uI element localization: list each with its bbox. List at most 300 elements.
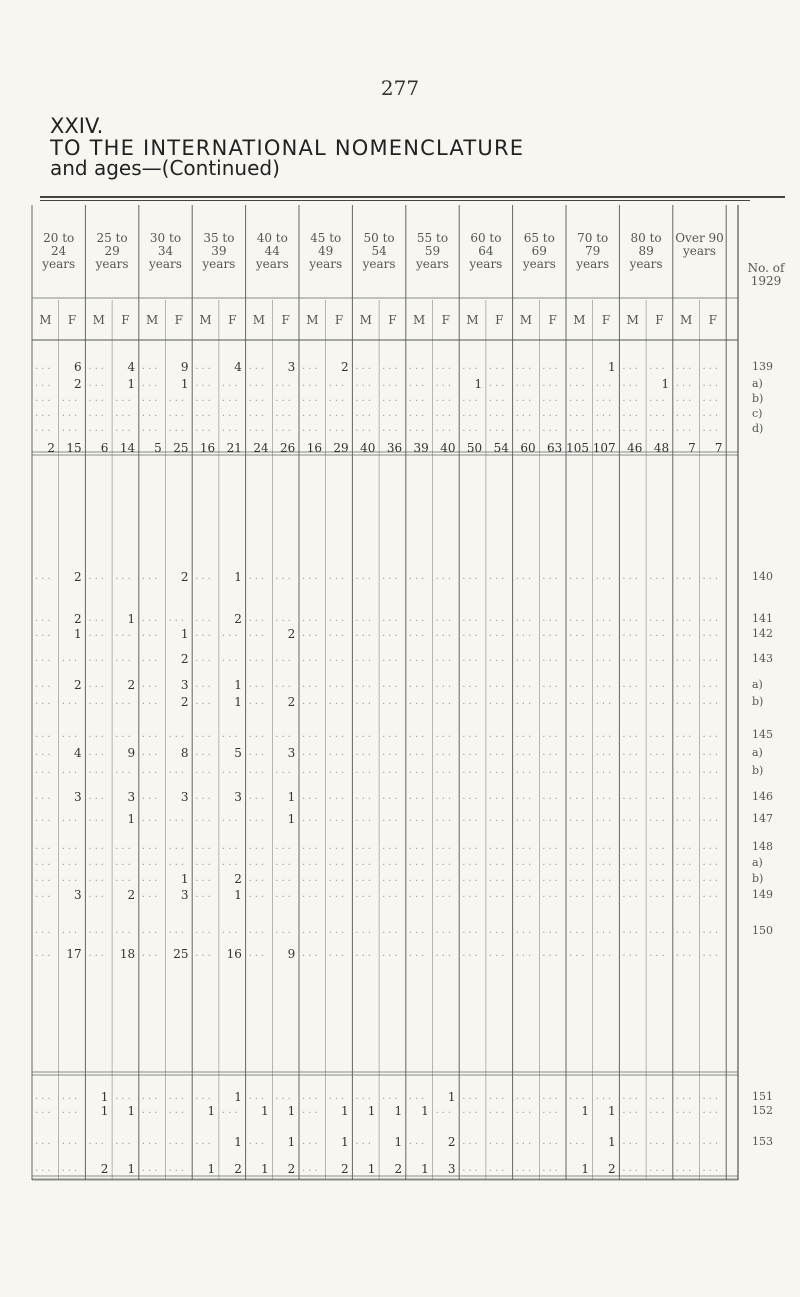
leader-dots: ...	[88, 408, 107, 419]
leader-dots: ...	[35, 696, 54, 707]
leader-dots: ...	[355, 791, 374, 802]
leader-dots: ...	[649, 1091, 668, 1102]
leader-dots: ...	[382, 813, 401, 824]
leader-dots: ...	[302, 791, 321, 802]
leader-dots: ...	[435, 696, 455, 707]
leader-dots: ...	[675, 873, 695, 884]
row-label: a)	[752, 856, 763, 869]
leader-dots: ...	[115, 653, 134, 664]
leader-dots: ...	[302, 1136, 321, 1147]
leader-dots: ...	[462, 813, 481, 824]
leader-dots: ...	[595, 889, 615, 900]
leader-dots: ...	[302, 408, 321, 419]
leader-dots: ...	[168, 813, 188, 824]
leader-dots: ...	[328, 889, 348, 900]
leader-dots: ...	[221, 813, 241, 824]
leader-dots: ...	[248, 423, 268, 434]
leader-dots: ...	[569, 873, 588, 884]
leader-dots: ...	[595, 747, 615, 758]
leader-dots: ...	[88, 813, 107, 824]
table-cell: 3	[127, 790, 136, 804]
leader-dots: ...	[355, 813, 374, 824]
table-cell: 1	[421, 1104, 429, 1118]
leader-dots: ...	[88, 841, 107, 852]
leader-dots: ...	[35, 1105, 54, 1116]
leader-dots: ...	[88, 653, 107, 664]
leader-dots: ...	[328, 423, 348, 434]
leader-dots: ...	[542, 873, 561, 884]
leader-dots: ...	[355, 696, 374, 707]
leader-dots: ...	[355, 925, 374, 936]
leader-dots: ...	[595, 791, 615, 802]
leader-dots: ...	[462, 791, 481, 802]
leader-dots: ...	[328, 948, 348, 959]
leader-dots: ...	[675, 628, 695, 639]
leader-dots: ...	[675, 408, 695, 419]
leader-dots: ...	[675, 378, 695, 389]
table-cell: 107	[592, 441, 616, 455]
table-cell: 1	[234, 678, 242, 692]
leader-dots: ...	[542, 1163, 561, 1174]
leader-dots: ...	[355, 393, 374, 404]
leader-dots: ...	[275, 408, 294, 419]
leader-dots: ...	[462, 747, 481, 758]
leader-dots: ...	[302, 653, 321, 664]
leader-dots: ...	[275, 679, 294, 690]
leader-dots: ...	[462, 765, 481, 776]
leader-dots: ...	[195, 423, 214, 434]
table-cell: 1	[581, 1162, 589, 1176]
leader-dots: ...	[542, 378, 561, 389]
table-cell: 2	[180, 652, 189, 666]
sex-header: F	[708, 313, 717, 327]
leader-dots: ...	[141, 408, 161, 419]
leader-dots: ...	[595, 613, 615, 624]
table-cell: 2	[608, 1162, 616, 1176]
leader-dots: ...	[488, 813, 508, 824]
leader-dots: ...	[275, 765, 294, 776]
leader-dots: ...	[435, 361, 455, 372]
leader-dots: ...	[569, 791, 588, 802]
leader-dots: ...	[649, 653, 668, 664]
leader-dots: ...	[649, 1105, 668, 1116]
leader-dots: ...	[542, 765, 561, 776]
table-cell: 1	[180, 377, 189, 391]
leader-dots: ...	[355, 653, 374, 664]
leader-dots: ...	[675, 791, 695, 802]
leader-dots: ...	[141, 841, 161, 852]
leader-dots: ...	[408, 857, 428, 868]
leader-dots: ...	[649, 948, 668, 959]
leader-dots: ...	[382, 747, 401, 758]
row-label: 140	[752, 570, 773, 583]
leader-dots: ...	[35, 613, 54, 624]
leader-dots: ...	[515, 571, 535, 582]
leader-dots: ...	[515, 361, 535, 372]
table-cell: 1	[421, 1162, 429, 1176]
table-cell: 1	[207, 1162, 216, 1176]
leader-dots: ...	[595, 571, 615, 582]
leader-dots: ...	[88, 378, 107, 389]
leader-dots: ...	[622, 948, 641, 959]
leader-dots: ...	[221, 378, 241, 389]
leader-dots: ...	[328, 925, 348, 936]
leader-dots: ...	[141, 873, 161, 884]
leader-dots: ...	[435, 948, 455, 959]
leader-dots: ...	[221, 765, 241, 776]
leader-dots: ...	[515, 791, 535, 802]
leader-dots: ...	[275, 873, 294, 884]
leader-dots: ...	[622, 841, 641, 852]
table-cell: 1	[608, 360, 616, 374]
leader-dots: ...	[275, 571, 294, 582]
leader-dots: ...	[141, 696, 161, 707]
table-cell: 2	[234, 1162, 242, 1176]
row-label: 142	[752, 627, 773, 640]
sex-header: F	[655, 313, 664, 327]
leader-dots: ...	[115, 873, 134, 884]
leader-dots: ...	[302, 1091, 321, 1102]
leader-dots: ...	[35, 813, 54, 824]
leader-dots: ...	[275, 889, 294, 900]
leader-dots: ...	[435, 679, 455, 690]
row-label: a)	[752, 377, 763, 390]
leader-dots: ...	[435, 653, 455, 664]
leader-dots: ...	[328, 679, 348, 690]
leader-dots: ...	[302, 571, 321, 582]
leader-dots: ...	[382, 889, 401, 900]
age-group-header: 35 to 39 years	[202, 231, 236, 271]
leader-dots: ...	[195, 747, 214, 758]
leader-dots: ...	[622, 628, 641, 639]
leader-dots: ...	[195, 1091, 214, 1102]
leader-dots: ...	[35, 408, 54, 419]
leader-dots: ...	[462, 423, 481, 434]
leader-dots: ...	[328, 857, 348, 868]
page-number: 277	[380, 76, 420, 100]
leader-dots: ...	[168, 841, 188, 852]
leader-dots: ...	[195, 791, 214, 802]
leader-dots: ...	[382, 408, 401, 419]
leader-dots: ...	[168, 1136, 188, 1147]
table-cell: 1	[100, 1090, 109, 1104]
leader-dots: ...	[382, 423, 401, 434]
table-cell: 60	[520, 441, 536, 455]
table-cell: 24	[253, 441, 269, 455]
leader-dots: ...	[649, 571, 668, 582]
leader-dots: ...	[515, 813, 535, 824]
leader-dots: ...	[195, 873, 214, 884]
leader-dots: ...	[88, 857, 107, 868]
leader-dots: ...	[382, 571, 401, 582]
sex-header: M	[466, 313, 479, 327]
leader-dots: ...	[462, 1105, 481, 1116]
leader-dots: ...	[141, 613, 161, 624]
table-cell: 7	[714, 441, 723, 455]
sex-header: M	[519, 313, 533, 327]
leader-dots: ...	[542, 889, 561, 900]
leader-dots: ...	[622, 1105, 641, 1116]
leader-dots: ...	[275, 1091, 294, 1102]
leader-dots: ...	[622, 679, 641, 690]
leader-dots: ...	[115, 571, 134, 582]
leader-dots: ...	[382, 696, 401, 707]
table-cell: 2	[180, 695, 189, 709]
leader-dots: ...	[35, 1163, 54, 1174]
leader-dots: ...	[61, 1163, 81, 1174]
table-cell: 16	[226, 947, 242, 961]
leader-dots: ...	[115, 408, 134, 419]
leader-dots: ...	[302, 679, 321, 690]
leader-dots: ...	[195, 948, 214, 959]
leader-dots: ...	[462, 1091, 481, 1102]
leader-dots: ...	[649, 857, 668, 868]
leader-dots: ...	[195, 925, 214, 936]
leader-dots: ...	[35, 747, 54, 758]
table-cell: 18	[119, 947, 136, 961]
leader-dots: ...	[382, 841, 401, 852]
leader-dots: ...	[115, 765, 134, 776]
leader-dots: ...	[622, 925, 641, 936]
leader-dots: ...	[408, 765, 428, 776]
leader-dots: ...	[595, 408, 615, 419]
leader-dots: ...	[382, 393, 401, 404]
leader-dots: ...	[515, 873, 535, 884]
leader-dots: ...	[542, 1091, 561, 1102]
leader-dots: ...	[302, 696, 321, 707]
table-cell: 1	[234, 1135, 242, 1149]
leader-dots: ...	[488, 571, 508, 582]
table-cell: 1	[661, 377, 670, 391]
leader-dots: ...	[168, 423, 188, 434]
leader-dots: ...	[382, 653, 401, 664]
leader-dots: ...	[35, 889, 54, 900]
leader-dots: ...	[622, 889, 641, 900]
leader-dots: ...	[168, 857, 188, 868]
sex-header: F	[495, 313, 504, 327]
table-cell: 1	[447, 1090, 456, 1104]
leader-dots: ...	[542, 423, 561, 434]
leader-dots: ...	[61, 393, 81, 404]
table-cell: 1	[287, 790, 296, 804]
leader-dots: ...	[248, 1091, 268, 1102]
table-cell: 6	[74, 360, 82, 374]
leader-dots: ...	[542, 729, 561, 740]
leader-dots: ...	[595, 679, 615, 690]
leader-dots: ...	[595, 813, 615, 824]
leader-dots: ...	[328, 378, 348, 389]
table-cell: 8	[180, 746, 189, 760]
leader-dots: ...	[462, 571, 481, 582]
leader-dots: ...	[35, 791, 54, 802]
leader-dots: ...	[248, 361, 268, 372]
leader-dots: ...	[328, 841, 348, 852]
leader-dots: ...	[435, 925, 455, 936]
leader-dots: ...	[542, 361, 561, 372]
leader-dots: ...	[88, 925, 107, 936]
leader-dots: ...	[462, 873, 481, 884]
leader-dots: ...	[649, 889, 668, 900]
leader-dots: ...	[88, 948, 107, 959]
table-cell: 5	[234, 746, 242, 760]
table-cell: 4	[74, 746, 82, 760]
leader-dots: ...	[569, 653, 588, 664]
leader-dots: ...	[382, 378, 401, 389]
leader-dots: ...	[248, 873, 268, 884]
row-label: b)	[752, 695, 764, 708]
leader-dots: ...	[702, 1091, 722, 1102]
leader-dots: ...	[462, 696, 481, 707]
table-cell: 46	[627, 441, 643, 455]
table-cell: 3	[287, 746, 296, 760]
table-cell: 17	[66, 947, 82, 961]
leader-dots: ...	[195, 571, 214, 582]
leader-dots: ...	[195, 653, 214, 664]
leader-dots: ...	[302, 925, 321, 936]
row-label: 150	[752, 924, 773, 937]
leader-dots: ...	[382, 925, 401, 936]
leader-dots: ...	[302, 765, 321, 776]
leader-dots: ...	[702, 423, 722, 434]
leader-dots: ...	[488, 948, 508, 959]
leader-dots: ...	[435, 889, 455, 900]
leader-dots: ...	[168, 1163, 188, 1174]
leader-dots: ...	[702, 408, 722, 419]
leader-dots: ...	[702, 361, 722, 372]
leader-dots: ...	[168, 925, 188, 936]
leader-dots: ...	[248, 729, 268, 740]
leader-dots: ...	[675, 653, 695, 664]
table-cell: 1	[394, 1104, 403, 1118]
leader-dots: ...	[355, 948, 374, 959]
leader-dots: ...	[355, 613, 374, 624]
leader-dots: ...	[569, 378, 588, 389]
leader-dots: ...	[569, 765, 588, 776]
leader-dots: ...	[408, 1136, 428, 1147]
leader-dots: ...	[221, 408, 241, 419]
table-cell: 1	[127, 612, 136, 626]
table-cell: 26	[280, 441, 296, 455]
leader-dots: ...	[569, 628, 588, 639]
leader-dots: ...	[141, 948, 161, 959]
leader-dots: ...	[622, 361, 641, 372]
leader-dots: ...	[195, 393, 214, 404]
leader-dots: ...	[702, 571, 722, 582]
leader-dots: ...	[488, 1163, 508, 1174]
leader-dots: ...	[702, 948, 722, 959]
leader-dots: ...	[115, 841, 134, 852]
leader-dots: ...	[569, 1091, 588, 1102]
table-cell: 29	[333, 441, 349, 455]
leader-dots: ...	[542, 747, 561, 758]
leader-dots: ...	[141, 925, 161, 936]
leader-dots: ...	[488, 361, 508, 372]
leader-dots: ...	[435, 1105, 455, 1116]
leader-dots: ...	[195, 889, 214, 900]
leader-dots: ...	[408, 747, 428, 758]
table-cell: 16	[199, 441, 216, 455]
leader-dots: ...	[35, 1091, 54, 1102]
table-cell: 1	[234, 888, 242, 902]
leader-dots: ...	[355, 729, 374, 740]
leader-dots: ...	[702, 378, 722, 389]
row-label: 143	[752, 652, 773, 665]
leader-dots: ...	[542, 653, 561, 664]
leader-dots: ...	[488, 1105, 508, 1116]
leader-dots: ...	[622, 423, 641, 434]
leader-dots: ...	[488, 841, 508, 852]
leader-dots: ...	[702, 393, 722, 404]
leader-dots: ...	[622, 653, 641, 664]
row-label: 147	[752, 812, 773, 825]
leader-dots: ...	[408, 1091, 428, 1102]
leader-dots: ...	[515, 423, 535, 434]
leader-dots: ...	[702, 873, 722, 884]
leader-dots: ...	[355, 857, 374, 868]
leader-dots: ...	[462, 925, 481, 936]
leader-dots: ...	[542, 696, 561, 707]
leader-dots: ...	[328, 873, 348, 884]
page-heading: TO THE INTERNATIONAL NOMENCLATURE	[50, 136, 525, 160]
leader-dots: ...	[302, 1163, 321, 1174]
table-cell: 25	[173, 441, 189, 455]
leader-dots: ...	[488, 747, 508, 758]
leader-dots: ...	[622, 765, 641, 776]
leader-dots: ...	[328, 813, 348, 824]
table-cell: 3	[287, 360, 296, 374]
row-label: d)	[752, 422, 764, 435]
leader-dots: ...	[355, 408, 374, 419]
leader-dots: ...	[302, 747, 321, 758]
leader-dots: ...	[462, 361, 481, 372]
leader-dots: ...	[649, 679, 668, 690]
leader-dots: ...	[195, 613, 214, 624]
leader-dots: ...	[302, 361, 321, 372]
leader-dots: ...	[35, 765, 54, 776]
leader-dots: ...	[675, 857, 695, 868]
leader-dots: ...	[328, 791, 348, 802]
leader-dots: ...	[195, 813, 214, 824]
leader-dots: ...	[488, 378, 508, 389]
leader-dots: ...	[515, 628, 535, 639]
leader-dots: ...	[408, 408, 428, 419]
leader-dots: ...	[88, 613, 107, 624]
leader-dots: ...	[141, 361, 161, 372]
leader-dots: ...	[542, 408, 561, 419]
leader-dots: ...	[435, 857, 455, 868]
sex-header: F	[281, 313, 290, 327]
table-cell: 14	[119, 441, 136, 455]
sex-header: M	[92, 313, 105, 327]
leader-dots: ...	[595, 653, 615, 664]
table-cell: 40	[360, 441, 376, 455]
leader-dots: ...	[649, 925, 668, 936]
table-cell: 1	[608, 1104, 616, 1118]
sex-header: F	[548, 313, 557, 327]
leader-dots: ...	[569, 948, 588, 959]
leader-dots: ...	[355, 873, 374, 884]
leader-dots: ...	[488, 857, 508, 868]
leader-dots: ...	[702, 613, 722, 624]
leader-dots: ...	[61, 653, 81, 664]
table-cell: 1	[207, 1104, 216, 1118]
leader-dots: ...	[168, 1091, 188, 1102]
leader-dots: ...	[248, 791, 268, 802]
row-label: 153	[752, 1135, 773, 1148]
leader-dots: ...	[488, 628, 508, 639]
leader-dots: ...	[488, 889, 508, 900]
leader-dots: ...	[408, 873, 428, 884]
